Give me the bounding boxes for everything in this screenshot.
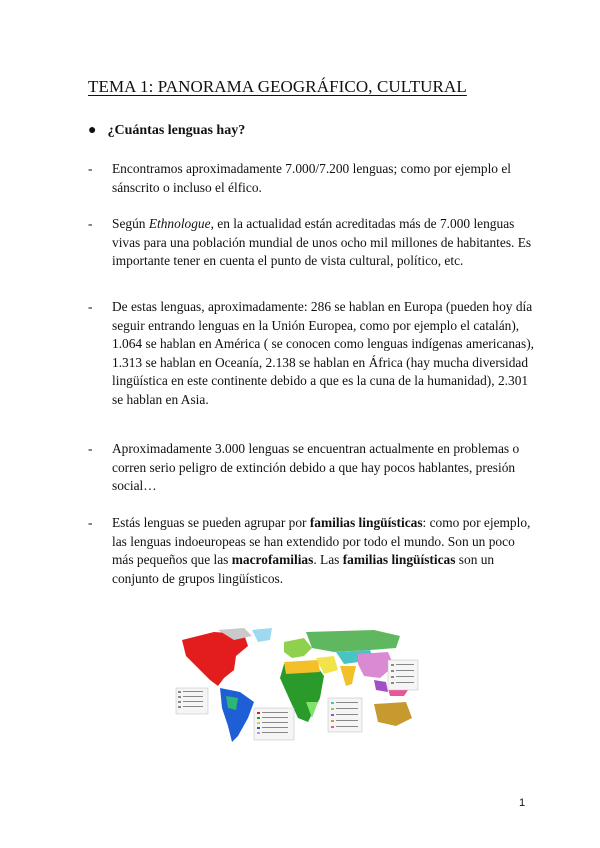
paragraph-text: De estas lenguas, aproximadamente: 286 se hablan en Europa (pueden hoy día seguir entrando lenguas en la Unión Europea, como por ejemplo el catalán), 1.064 se hablan en América ( se conocen como lenguas indígenas americanas), 1.313 se hablan en Oceanía, 2.138 se hablan en África (hay mucha diversidad lingüística en este continente debido a que es la cuna de la humanidad), 2.301 se hablan en Asia. <box>112 299 535 407</box>
paragraph-text: Según Ethnologue, en la actualidad están acreditadas más de 7.000 lenguas vivas para una población mundial de unos ocho mil millones de habitantes. Es importante tener en cuenta el punto de vista cultural, político, etc. <box>112 216 532 269</box>
dash-marker: - <box>88 216 93 231</box>
paragraph-1 <box>88 160 538 197</box>
paragraph-text: Aproximadamente 3.000 lenguas se encuentran actualmente en problemas o corren serio peligro de extinción debido a que hay pocos hablantes, presión social… <box>112 441 520 494</box>
question-text: ¿Cuántas lenguas hay? <box>107 123 246 138</box>
italic-term: Ethnologue <box>148 216 211 231</box>
bullet-icon: ● <box>88 123 97 138</box>
bold-term: familias lingüísticas <box>342 552 456 568</box>
paragraph-text: Estás lenguas se pueden agrupar por familias lingüísticas: como por ejemplo, las lenguas indoeuropeas se han extendido por todo el mundo. Son un poco más pequeños que las macrofamilias. Las familias lingüísticas son un conjunto de grupos lingüísticos. <box>112 515 531 586</box>
page-number: 1 <box>519 797 526 809</box>
map-russia <box>306 630 400 652</box>
dash-marker: - <box>88 299 93 314</box>
world-language-families-map <box>174 626 434 746</box>
bold-term: macrofamilias <box>231 552 314 568</box>
page-title: TEMA 1: PANORAMA GEOGRÁFICO, CULTURAL <box>88 77 467 96</box>
dash-marker: - <box>88 161 93 176</box>
paragraph-5 <box>88 514 538 588</box>
paragraph-2 <box>88 215 538 271</box>
dash-marker: - <box>88 441 93 456</box>
paragraph-text: Encontramos aproximadamente 7.000/7.200 lenguas; como por ejemplo el sánscrito o incluso el élfico. <box>112 161 512 195</box>
bold-term: familias lingüísticas <box>309 515 423 530</box>
section-question <box>88 123 245 139</box>
paragraph-3 <box>88 298 538 410</box>
dash-marker: - <box>88 515 93 530</box>
paragraph-4 <box>88 440 538 496</box>
